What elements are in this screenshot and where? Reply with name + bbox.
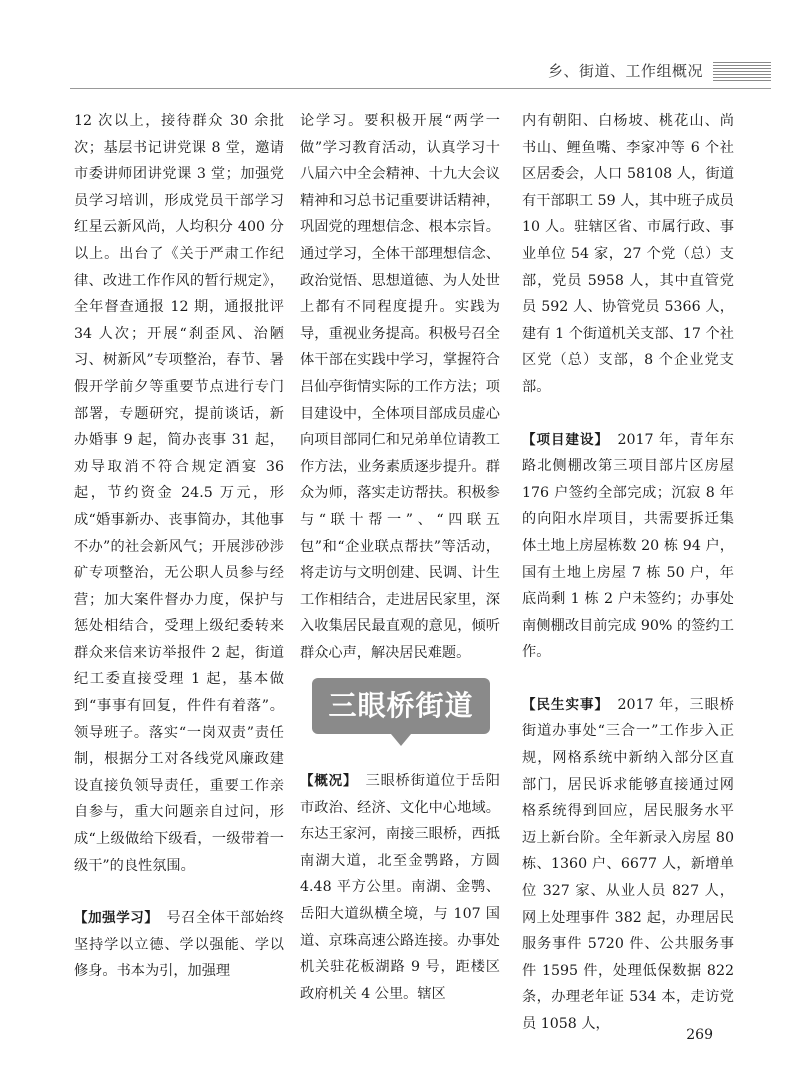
page-number: 269	[686, 1027, 713, 1043]
banner-pointer	[391, 734, 411, 746]
paragraph-text: 2017 年，三眼桥街道办事处“三合一”工作步入正规，网格系统中新纳入部分区直部门，居民诉求能够直接通过网格系统得到回应，居民服务水平迈上新台阶。全年新录入房屋 80 栋、1360 户、6677 人，新增单位 327 家、从业人员 827 人，网上处理事件 382 起，办理居民服务事件 5720 件、公共服务事件 1595 件，处理低保数据 822 条，办理老年证 534 本，走访党员 1058 人，	[522, 696, 734, 1032]
section-heading: 【民生实事】	[522, 696, 603, 713]
paragraph	[522, 427, 734, 666]
section-heading: 【概况】	[300, 773, 351, 789]
paragraph-text: 号召全体干部始终坚持学以立德、学以强能、学以修身。书本为引，加强理	[74, 910, 284, 980]
section-title: 乡、街道、工作组概况	[547, 62, 703, 80]
paragraph	[300, 768, 500, 1007]
section-heading: 【项目建设】	[522, 431, 603, 448]
paragraph-text: 2017 年，青年东路北侧棚改第三项目部片区房屋 176 户签约全部完成；沉寂 8 年的向阳水岸项目，共需要拆迁集体土地上房屋栋数 20 栋 94 户，国有土地上房屋 7 栋 50 户，年底尚剩 1 栋 2 户未签约；办事处南侧棚改目前完成 90% 的签约工作。	[522, 431, 734, 661]
paragraph: 12 次以上，接待群众 30 余批次；基层书记讲党课 8 堂，邀请市委讲师团讲党课 3 堂；加强党员学习培训，形成党员干部学习红星云新风尚，人均积分 400 分以上。出台了《关于严肃工作纪律、改进工作作风的暂行规定》，全年督查通报 12 期，通报批评 34 人次；开展“刹歪风、治陋习、树新风”专项整治，春节、暑假开学前夕等重要节点进行专门部署，专题研究，提前谈话，新办婚事 9 起，简办丧事 31 起，劝导取消不符合规定酒宴 36 起，节约资金 24.5 万元，形成“婚事新办、丧事简办，其他事不办”的社会新风气；开展涉砂涉矿专项整治，无公职人员参与经营；加大案件督办力度，保护与惩处相结合，受理上级纪委转来群众来信来访举报件 2 起，街道纪工委直接受理 1 起，基本做到“事事有回复，件件有着落”。领导班子。落实“一岗双责”责任制，根据分工对各线党风廉政建设直接负领导责任，重要工作亲自参与，重大问题亲自过问，形成“上级做给下级看，一级带着一级干”的良性氛围。	[74, 113, 284, 874]
column-1	[74, 108, 284, 985]
paragraph: 内有朝阳、白杨坡、桃花山、尚书山、鲤鱼嘴、李家冲等 6 个社区居委会，人口 58108 人，街道有干部职工 59 人，其中班子成员 10 人。驻辖区省、市属行政、事业单位 54 家，27 个党（总）支部，党员 5958 人，其中直管党员 592 人、协管党员 5366 人，建有 1 个街道机关支部、17 个社区党（总）支部，8 个企业党支部。	[522, 113, 734, 395]
section-heading: 【加强学习】	[74, 910, 152, 927]
column-2	[300, 108, 500, 666]
column-2-lower	[300, 768, 500, 1007]
paragraph-text: 三眼桥街道位于岳阳市政治、经济、文化中心地域。东达王家河，南接三眼桥，西抵南湖大道，北至金鹗路，方圆 4.48 平方公里。南湖、金鹗、岳阳大道纵横全境，与 107 国道、京珠高速公路连接。办事处机关驻花板湖路 9 号，距楼区政府机关 4 公里。辖区	[300, 773, 500, 1002]
paragraph	[74, 905, 284, 985]
section-banner: 三眼桥街道	[312, 678, 490, 734]
column-3	[522, 108, 734, 1038]
header-rule	[70, 88, 771, 89]
paragraph: 论学习。要积极开展“两学一做”学习教育活动，认真学习十八届六中全会精神、十九大会议精神和习总书记重要讲话精神，巩固党的理想信念、根本宗旨。通过学习，全体干部理想信念、政治觉悟、思想道德、为人处世上都有不同程度提升。实践为导，重视业务提高。积极号召全体干部在实践中学习，掌握符合吕仙亭街情实际的工作方法；项目建设中，全体项目部成员虚心向项目部同仁和兄弟单位请教工作方法，业务素质逐步提升。群众为师，落实走访帮扶。积极参与“联十帮一”、“四联五包”和“企业联点帮扶”等活动，将走访与文明创建、民调、计生工作相结合，走进居民家里，深入收集居民最直观的意见，倾听群众心声，解决居民难题。	[300, 113, 500, 661]
page-header	[0, 0, 793, 96]
paragraph	[522, 692, 734, 1038]
header-decoration	[713, 62, 771, 83]
